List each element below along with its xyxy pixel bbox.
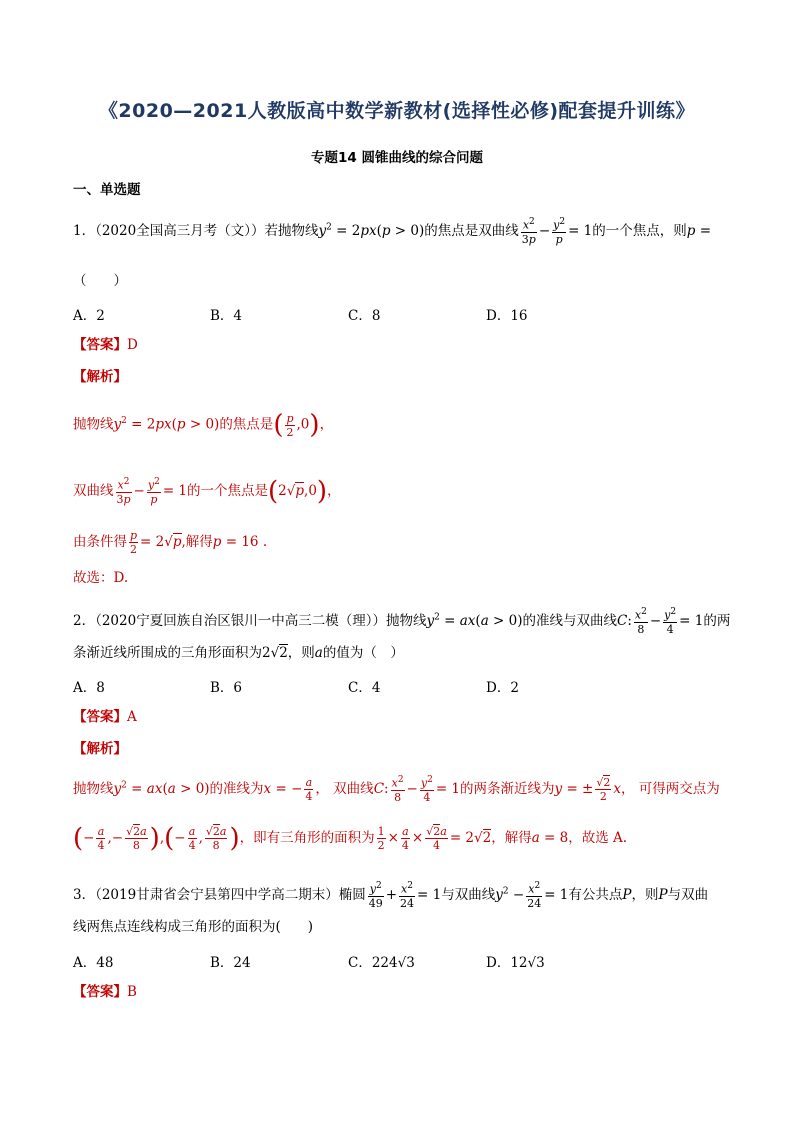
q2-option-c: C．4	[348, 680, 381, 696]
q1-blank: （ ）	[73, 273, 127, 289]
q2-analysis-tag: 【解析】	[73, 741, 127, 757]
q1-analysis-line1: 抛物线$y^2 = 2px(p > 0)$的焦点是( $\frac{p}{2}$ ,0)，	[73, 410, 334, 440]
q3-stem-line2: 线两焦点连线构成三角形的面积为( )	[73, 919, 314, 935]
q1-analysis-tag: 【解析】	[73, 369, 127, 385]
q1-stem: 1．（2020全国高三月考（文））若抛物线$y^2 = 2px(p > 0)$的焦点是双曲线 $\frac{x^2}{3p}$ − $\frac{y^2}{p}$ = 1的一个焦点，则p =	[73, 217, 712, 246]
q2-stem-line2: 条渐近线所围成的三角形面积为2√2，则a的值为（ ）	[73, 645, 404, 661]
q1-option-b: B．4	[210, 308, 243, 324]
q1-conclusion: 故选：D.	[73, 570, 129, 586]
q2-answer: 【答案】A	[73, 709, 137, 725]
q1-analysis-line3: 由条件得 $\frac{p}{2}$ = 2√p,解得p = 16 .	[73, 529, 268, 556]
q3-option-a: A．48	[73, 955, 114, 971]
q1-option-c: C．8	[348, 308, 381, 324]
q2-stem: 2．（2020宁夏回族自治区银川一中高三二模（理））抛物线$y^2 = ax(a > 0)$的准线与双曲线C: $\frac{x^2}{8}$ − $\frac{y^2}{4}$ = 1的两	[73, 607, 731, 636]
q2-option-a: A．8	[73, 680, 105, 696]
topic-subtitle: 专题14 圆锥曲线的综合问题	[311, 150, 483, 166]
q2-option-b: B．6	[210, 680, 243, 696]
q2-analysis-line2: (− $\frac{a}{4}$ ,− $\frac{√2a}{8}$ ),(− $\frac{a}{4}$ , $\frac{√2a}{8}$ )，即有三角形的面积为 $\frac{1}{2}$ × $\frac{a}{4}$ × $\frac{√2a}{4}$ = 2√2，解得a = 8，故选 A.	[73, 823, 628, 854]
q3-answer: 【答案】B	[73, 984, 137, 1000]
q3-option-b: B．24	[210, 955, 251, 971]
document-title: 《2020—2021人教版高中数学新教材(选择性必修)配套提升训练》	[98, 100, 696, 122]
q3-stem: 3．（2019甘肃省会宁县第四中学高二期末）椭圆 $\frac{y^2}{49}$ + $\frac{x^2}{24}$ = 1与双曲线$y^2$ − $\frac{x^2}{24}$ = 1有公共点P，则P与双曲	[73, 881, 709, 910]
q1-analysis-line2: 双曲线 $\frac{x^2}{3p}$ − $\frac{y^2}{p}$ = 1的一个焦点是(2√p,0)，	[73, 476, 341, 507]
q3-option-d: D．12√3	[486, 955, 545, 971]
q2-option-d: D．2	[486, 680, 519, 696]
q1-option-a: A．2	[73, 308, 105, 324]
q1-option-d: D．16	[486, 308, 528, 324]
section-heading: 一、单选题	[73, 182, 141, 198]
q3-option-c: C．224√3	[348, 955, 415, 971]
q1-answer: 【答案】D	[73, 337, 138, 353]
q2-analysis-line1: 抛物线$y^2 = ax(a > 0)$的准线为x = − $\frac{a}{4}$ ， 双曲线C: $\frac{x^2}{8}$ − $\frac{y^2}{4}$ = 1的两条渐近线为y = ± $\frac{√2}{2}$ x， 可得两交点为	[73, 775, 720, 804]
